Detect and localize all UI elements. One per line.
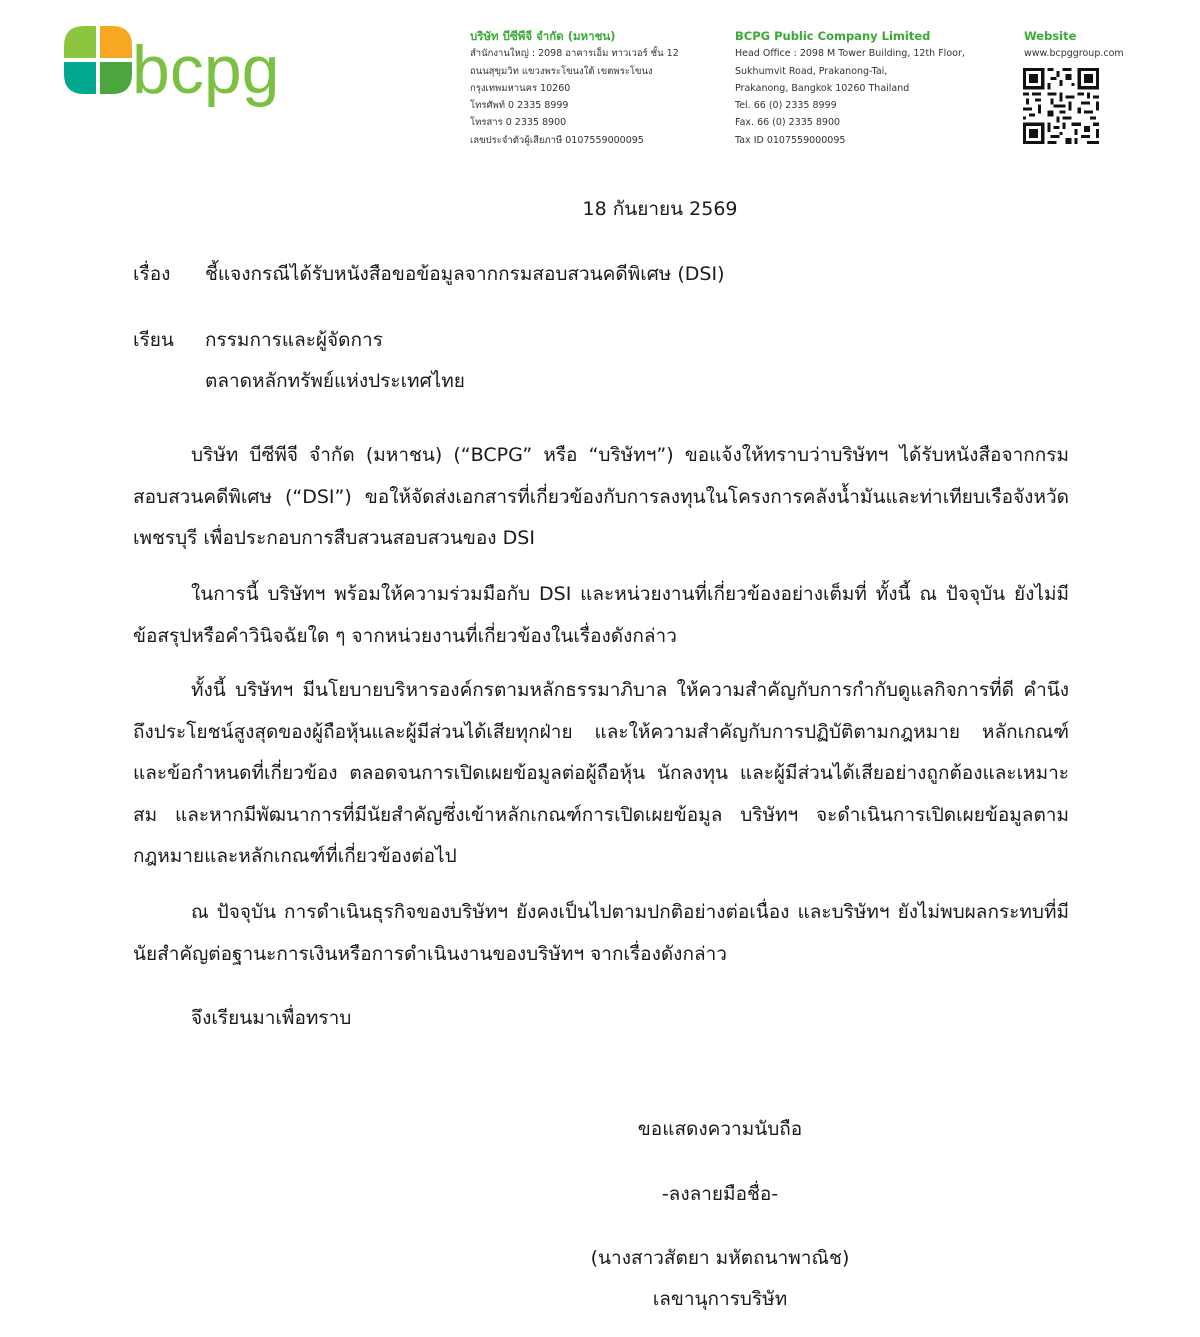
thai-address-line: สำนักงานใหญ่ : 2098 อาคารเอ็ม ทาวเวอร์ ชั้น 12 — [470, 48, 679, 60]
thai-address-line: ถนนสุขุมวิท แขวงพระโขนงใต้ เขตพระโขนง — [470, 65, 653, 77]
body-paragraph: บริษัท บีซีพีจี จำกัด (มหาชน) (“BCPG” หรือ “บริษัทฯ”) ขอแจ้งให้ทราบว่าบริษัทฯ ได้รับหนังสือจากกรมสอบสวนคดีพิเศษ (“DSI”) ขอให้จัดส่งเอกสารที่เกี่ยวข้องกับการลงทุนในโครงการคลังน้ำมันและท่าเทียบเรือจังหวัดเพชรบุรี เพื่อประกอบการสืบสวนสอบสวนของ DSI — [133, 444, 1069, 549]
website-title: Website — [1024, 29, 1077, 43]
thai-fax: โทรสาร 0 2335 8900 — [470, 117, 567, 129]
signer-title: เลขานุการบริษัท — [652, 1288, 788, 1310]
signature-placeholder: -ลงลายมือชื่อ- — [661, 1183, 779, 1205]
body-paragraph: จึงเรียนมาเพื่อทราบ — [191, 1007, 352, 1029]
qr-code-icon[interactable] — [1022, 68, 1100, 144]
company-logo — [62, 24, 302, 110]
body-paragraph: ณ ปัจจุบัน การดำเนินธุรกิจของบริษัทฯ ยังคงเป็นไปตามปกติอย่างต่อเนื่อง และบริษัทฯ ยังไม่พบผลกระทบที่มีนัยสำคัญต่อฐานะการเงินหรือการดำเนินงานของบริษัทฯ จากเรื่องดังกล่าว — [133, 901, 1069, 965]
website-block — [1024, 28, 1124, 63]
english-address-line: Prakanong, Bangkok 10260 Thailand — [735, 82, 910, 94]
english-address-line: Head Office : 2098 M Tower Building, 12th Floor, — [735, 48, 965, 60]
english-tax-id: Tax ID 0107559000095 — [735, 134, 846, 146]
recipient-line-1: กรรมการและผู้จัดการ — [205, 329, 383, 351]
closing-text: ขอแสดงความนับถือ — [637, 1118, 803, 1140]
english-phone: Tel. 66 (0) 2335 8999 — [735, 100, 837, 112]
recipient-line-2: ตลาดหลักทรัพย์แห่งประเทศไทย — [205, 370, 465, 392]
thai-company-name: บริษัท บีซีพีจี จำกัด (มหาชน) — [470, 29, 616, 43]
thai-phone: โทรศัพท์ 0 2335 8999 — [470, 100, 569, 112]
subject-text: ชี้แจงกรณีได้รับหนังสือขอข้อมูลจากกรมสอบสวนคดีพิเศษ (DSI) — [205, 263, 725, 285]
english-fax: Fax. 66 (0) 2335 8900 — [735, 117, 841, 129]
signer-name: (นางสาวสัตยา มหัตถนาพาณิช) — [590, 1247, 850, 1269]
english-address-line: Sukhumvit Road, Prakanong-Tai, — [735, 65, 888, 77]
recipient-label: เรียน — [133, 329, 174, 351]
logo-wordmark: bcpg — [132, 32, 280, 108]
thai-tax-id: เลขประจำตัวผู้เสียภาษี 0107559000095 — [470, 134, 644, 146]
thai-address-line: กรุงเทพมหานคร 10260 — [470, 82, 571, 94]
body-paragraph: ในการนี้ บริษัทฯ พร้อมให้ความร่วมมือกับ DSI และหน่วยงานที่เกี่ยวข้องอย่างเต็มที่ ทั้งนี้ ณ ปัจจุบัน ยังไม่มีข้อสรุปหรือคำวินิจฉัยใด ๆ จากหน่วยงานที่เกี่ยวข้องในเรื่องดังกล่าว — [133, 583, 1069, 647]
leaf-logo-icon — [62, 24, 134, 96]
letter-date: 18 กันยายน 2569 — [582, 198, 738, 220]
website-url[interactable]: www.bcpggroup.com — [1024, 48, 1124, 60]
english-company-name: BCPG Public Company Limited — [735, 29, 931, 43]
subject-label: เรื่อง — [133, 263, 171, 285]
body-paragraph: ทั้งนี้ บริษัทฯ มีนโยบายบริหารองค์กรตามหลักธรรมาภิบาล ให้ความสำคัญกับการกำกับดูแลกิจการที่ดี คำนึงถึงประโยชน์สูงสุดของผู้ถือหุ้นและผู้มีส่วนได้เสียทุกฝ่าย และให้ความสำคัญกับการปฏิบัติตามกฎหมาย หลักเกณฑ์ และข้อกำหนดที่เกี่ยวข้อง ตลอดจนการเปิดเผยข้อมูลต่อผู้ถือหุ้น นักลงทุน และผู้มีส่วนได้เสียอย่างถูกต้องและเหมาะสม และหากมีพัฒนาการที่มีนัยสำคัญซึ่งเข้าหลักเกณฑ์การเปิดเผยข้อมูล บริษัทฯ จะดำเนินการเปิดเผยข้อมูลตามกฎหมายและหลักเกณฑ์ที่เกี่ยวข้องต่อไป — [133, 679, 1069, 867]
thai-address-block — [470, 28, 679, 149]
english-address-block — [735, 28, 965, 149]
